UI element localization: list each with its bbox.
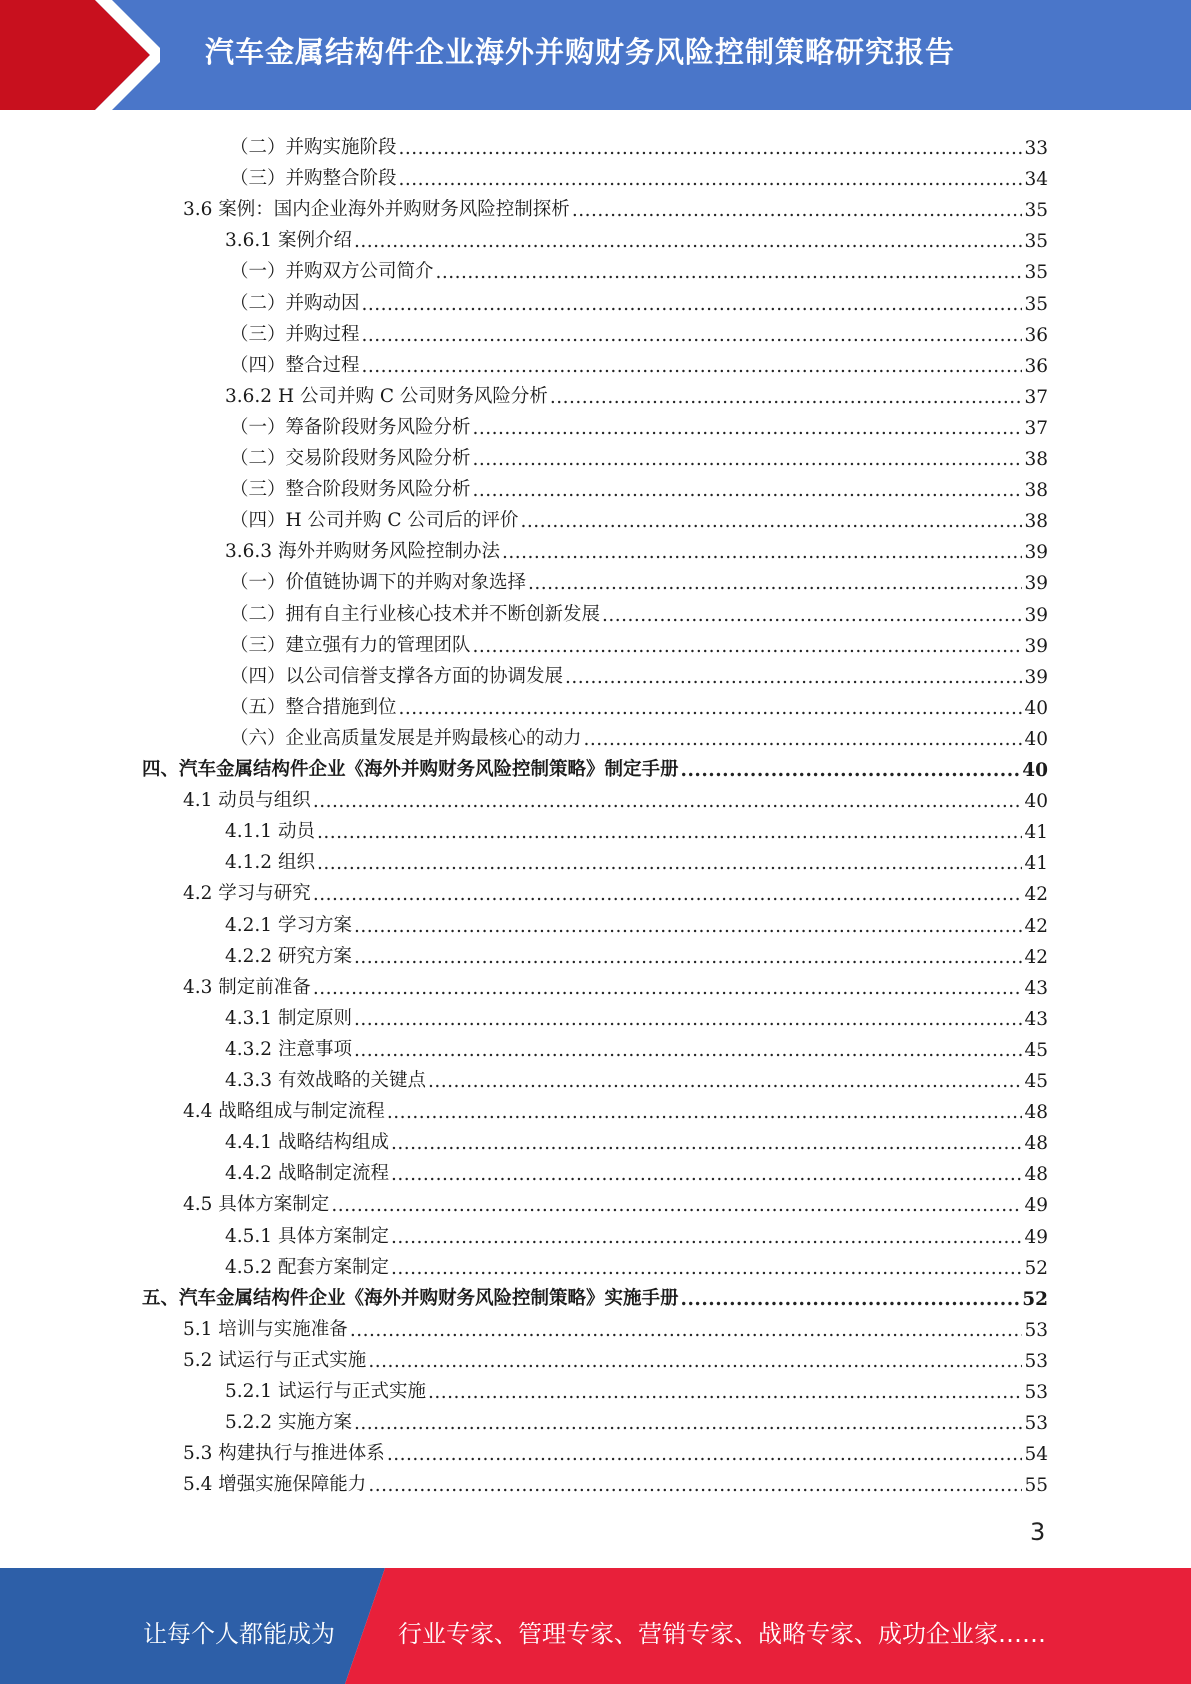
toc-leader-dots bbox=[550, 386, 1023, 408]
toc-entry[interactable] bbox=[230, 563, 1048, 594]
toc-leader-dots bbox=[317, 852, 1023, 874]
toc-entry-page: 43 bbox=[1024, 977, 1048, 999]
toc-entry[interactable] bbox=[230, 719, 1048, 750]
toc-entry-page: 39 bbox=[1024, 604, 1048, 626]
toc-entry[interactable] bbox=[225, 906, 1048, 937]
toc-entry-page: 53 bbox=[1024, 1382, 1048, 1403]
toc-entry-page: 33 bbox=[1024, 138, 1048, 159]
toc-entry-page: 41 bbox=[1024, 853, 1048, 875]
toc-entry-page: 45 bbox=[1024, 1039, 1048, 1061]
toc-entry-label: （二）并购动因 bbox=[230, 292, 360, 314]
toc-entry-page: 45 bbox=[1024, 1071, 1048, 1092]
toc-leader-dots bbox=[436, 261, 1023, 283]
toc-leader-dots bbox=[362, 355, 1023, 377]
toc-entry-label: 4.4 战略组成与制定流程 bbox=[183, 1101, 385, 1123]
toc-entry[interactable] bbox=[183, 1465, 1048, 1496]
toc-entry[interactable] bbox=[183, 874, 1048, 905]
toc-entry-label: 4.3.3 有效战略的关键点 bbox=[225, 1070, 426, 1091]
toc-entry[interactable] bbox=[183, 190, 1048, 221]
toc-entry[interactable] bbox=[183, 1434, 1048, 1465]
toc-entry-page: 42 bbox=[1024, 884, 1048, 906]
toc-entry-page: 52 bbox=[1024, 1257, 1048, 1279]
toc-leader-dots bbox=[368, 1350, 1022, 1372]
toc-entry-label: 4.1.1 动员 bbox=[225, 821, 315, 843]
toc-leader-dots bbox=[428, 1070, 1022, 1092]
toc-entry-label: （一）并购双方公司简介 bbox=[230, 261, 434, 283]
toc-entry-page: 53 bbox=[1024, 1350, 1048, 1372]
toc-entry-label: 3.6.1 案例介绍 bbox=[225, 230, 352, 252]
toc-entry-page: 37 bbox=[1024, 386, 1048, 408]
toc-entry-label: 3.6.2 H 公司并购 C 公司财务风险分析 bbox=[225, 385, 548, 407]
toc-entry-page: 42 bbox=[1024, 915, 1048, 937]
toc-entry-page: 37 bbox=[1024, 417, 1048, 439]
toc-leader-dots bbox=[681, 759, 1021, 781]
footer-banner bbox=[0, 1568, 1191, 1684]
toc-entry-page: 52 bbox=[1022, 1288, 1048, 1310]
toc-leader-dots bbox=[391, 1132, 1022, 1154]
toc-entry-label: 4.5.1 具体方案制定 bbox=[225, 1225, 389, 1247]
toc-entry-label: （三）并购整合阶段 bbox=[230, 168, 397, 190]
toc-leader-dots bbox=[528, 572, 1022, 594]
toc-leader-dots bbox=[572, 199, 1023, 221]
toc-entry-page: 34 bbox=[1024, 169, 1048, 191]
toc-leader-dots bbox=[399, 168, 1023, 190]
toc-entry[interactable] bbox=[225, 937, 1048, 968]
toc-entry[interactable] bbox=[230, 688, 1048, 719]
toc-entry-label: 4.3 制定前准备 bbox=[183, 976, 311, 998]
toc-entry[interactable] bbox=[225, 843, 1048, 874]
toc-entry-page: 39 bbox=[1024, 573, 1048, 595]
toc-entry[interactable] bbox=[183, 1341, 1048, 1372]
toc-leader-dots bbox=[350, 1319, 1023, 1341]
toc-leader-dots bbox=[473, 479, 1023, 501]
toc-leader-dots bbox=[473, 448, 1023, 470]
toc-entry[interactable] bbox=[225, 1248, 1048, 1279]
toc-entry-page: 48 bbox=[1024, 1102, 1048, 1124]
toc-entry-page: 40 bbox=[1024, 697, 1048, 719]
header-arrow-shape bbox=[0, 0, 160, 110]
toc-entry[interactable] bbox=[225, 1403, 1048, 1434]
toc-leader-dots bbox=[565, 666, 1022, 688]
toc-leader-dots bbox=[313, 883, 1023, 905]
toc-leader-dots bbox=[391, 1163, 1022, 1185]
toc-entry-label: 4.3.1 制定原则 bbox=[225, 1007, 352, 1029]
toc-leader-dots bbox=[387, 1101, 1023, 1123]
toc-entry-label: 4.2.2 研究方案 bbox=[225, 945, 352, 967]
toc-entry-label: 5.2 试运行与正式实施 bbox=[183, 1349, 367, 1371]
toc-leader-dots bbox=[368, 1474, 1022, 1496]
toc-leader-dots bbox=[428, 1381, 1022, 1403]
toc-leader-dots bbox=[317, 821, 1023, 843]
toc-entry[interactable] bbox=[225, 1061, 1048, 1092]
toc-leader-dots bbox=[399, 137, 1023, 159]
toc-entry-page: 36 bbox=[1024, 324, 1048, 346]
toc-entry[interactable] bbox=[225, 221, 1048, 252]
footer-slogan-left: 让每个人都能成为 bbox=[143, 1620, 335, 1648]
toc-entry-page: 39 bbox=[1024, 666, 1048, 688]
toc-leader-dots bbox=[584, 728, 1023, 750]
toc-entry-label: 4.5.2 配套方案制定 bbox=[225, 1256, 389, 1278]
toc-entry[interactable] bbox=[183, 1185, 1048, 1216]
toc-entry-page: 48 bbox=[1024, 1133, 1048, 1155]
toc-entry-label: 3.6 案例：国内企业海外并购财务风险控制探析 bbox=[183, 199, 570, 221]
toc-entry-label: （三）建立强有力的管理团队 bbox=[230, 634, 471, 656]
toc-entry-label: （二）并购实施阶段 bbox=[230, 137, 397, 158]
toc-entry-label: （二）交易阶段财务风险分析 bbox=[230, 448, 471, 469]
toc-entry[interactable] bbox=[225, 1030, 1048, 1061]
toc-entry[interactable] bbox=[230, 159, 1048, 190]
toc-entry-page: 40 bbox=[1024, 728, 1048, 750]
toc-entry-label: 5.3 构建执行与推进体系 bbox=[183, 1443, 385, 1465]
toc-entry-label: 3.6.3 海外并购财务风险控制办法 bbox=[225, 541, 500, 563]
page-number: 3 bbox=[1030, 1518, 1046, 1546]
toc-leader-dots bbox=[391, 1257, 1022, 1279]
toc-entry-page: 55 bbox=[1024, 1475, 1048, 1497]
toc-entry-label: 4.4.2 战略制定流程 bbox=[225, 1163, 389, 1185]
toc-entry-page: 40 bbox=[1022, 760, 1048, 781]
toc-entry[interactable] bbox=[230, 470, 1048, 501]
toc-entry-label: 4.1 动员与组织 bbox=[183, 790, 311, 812]
toc-entry-page: 39 bbox=[1024, 542, 1048, 564]
toc-entry-page: 49 bbox=[1024, 1195, 1048, 1217]
toc-entry-page: 39 bbox=[1024, 635, 1048, 657]
toc-entry-label: （二）拥有自主行业核心技术并不断创新发展 bbox=[230, 603, 601, 625]
toc-entry[interactable] bbox=[142, 1279, 1048, 1310]
toc-entry[interactable] bbox=[230, 595, 1048, 626]
toc-entry[interactable] bbox=[230, 284, 1048, 315]
toc-entry-label: （六）企业高质量发展是并购最核心的动力 bbox=[230, 727, 582, 749]
toc-entry-page: 43 bbox=[1024, 1008, 1048, 1030]
toc-leader-dots bbox=[681, 1288, 1021, 1310]
toc-entry[interactable] bbox=[225, 812, 1048, 843]
toc-entry[interactable] bbox=[230, 439, 1048, 470]
toc-entry-page: 42 bbox=[1024, 946, 1048, 968]
toc-leader-dots bbox=[354, 1008, 1023, 1030]
toc-entry-page: 53 bbox=[1024, 1413, 1048, 1435]
toc-entry[interactable] bbox=[230, 408, 1048, 439]
toc-entry-page: 38 bbox=[1024, 480, 1048, 502]
toc-leader-dots bbox=[331, 1194, 1022, 1216]
toc-entry-label: （三）并购过程 bbox=[230, 323, 360, 345]
toc-leader-dots bbox=[387, 1443, 1023, 1465]
toc-entry[interactable] bbox=[183, 1310, 1048, 1341]
toc-leader-dots bbox=[391, 1226, 1022, 1248]
toc-entry-page: 48 bbox=[1024, 1164, 1048, 1186]
toc-entry-label: 五、汽车金属结构件企业《海外并购财务风险控制策略》实施手册 bbox=[142, 1287, 679, 1309]
toc-entry-page: 35 bbox=[1024, 200, 1048, 222]
header-banner bbox=[0, 0, 1191, 110]
toc-entry-label: 5.2.2 实施方案 bbox=[225, 1412, 352, 1434]
toc-entry[interactable] bbox=[225, 532, 1048, 563]
toc-entry[interactable] bbox=[225, 999, 1048, 1030]
toc-entry[interactable] bbox=[230, 252, 1048, 283]
toc-leader-dots bbox=[520, 510, 1022, 532]
toc-leader-dots bbox=[362, 324, 1023, 346]
toc-entry[interactable] bbox=[142, 750, 1048, 781]
toc-leader-dots bbox=[354, 230, 1023, 252]
toc-entry-label: 4.2 学习与研究 bbox=[183, 883, 311, 905]
footer-slogan-right: 行业专家、管理专家、营销专家、战略专家、成功企业家…… bbox=[398, 1620, 1046, 1648]
toc-entry-page: 54 bbox=[1024, 1444, 1048, 1466]
toc-leader-dots bbox=[502, 541, 1022, 563]
toc-entry-label: 四、汽车金属结构件企业《海外并购财务风险控制策略》制定手册 bbox=[142, 759, 679, 780]
toc-entry[interactable] bbox=[230, 346, 1048, 377]
toc-entry-page: 40 bbox=[1024, 791, 1048, 813]
toc-entry-label: 4.3.2 注意事项 bbox=[225, 1038, 352, 1060]
toc-entry[interactable] bbox=[183, 968, 1048, 999]
toc-entry[interactable] bbox=[225, 377, 1048, 408]
toc-leader-dots bbox=[354, 1412, 1023, 1434]
toc-entry[interactable] bbox=[183, 1092, 1048, 1123]
toc-entry[interactable] bbox=[230, 657, 1048, 688]
toc-entry-label: 4.4.1 战略结构组成 bbox=[225, 1132, 389, 1154]
toc-leader-dots bbox=[313, 790, 1023, 812]
toc-entry-page: 53 bbox=[1024, 1319, 1048, 1341]
toc-entry[interactable] bbox=[225, 1372, 1048, 1403]
toc-leader-dots bbox=[473, 635, 1023, 657]
toc-entry[interactable] bbox=[183, 781, 1048, 812]
toc-entry-page: 35 bbox=[1024, 231, 1048, 253]
toc-entry-label: （五）整合措施到位 bbox=[230, 696, 397, 718]
toc-entry-label: （一）价值链协调下的并购对象选择 bbox=[230, 572, 527, 594]
toc-entry-page: 35 bbox=[1024, 293, 1048, 315]
toc-entry-page: 35 bbox=[1024, 262, 1048, 284]
toc-entry-label: （四）H 公司并购 C 公司后的评价 bbox=[230, 510, 519, 532]
toc-entry-label: 4.1.2 组织 bbox=[225, 852, 315, 874]
toc-leader-dots bbox=[602, 604, 1022, 626]
toc-entry-page: 49 bbox=[1024, 1226, 1048, 1248]
toc-entry-label: （四）整合过程 bbox=[230, 354, 360, 376]
document-title: 汽车金属结构件企业海外并购财务风险控制策略研究报告 bbox=[205, 35, 956, 69]
toc-entry[interactable] bbox=[230, 501, 1048, 532]
toc-entry-label: （四）以公司信誉支撑各方面的协调发展 bbox=[230, 665, 564, 687]
toc-leader-dots bbox=[354, 915, 1023, 937]
toc-entry-page: 38 bbox=[1024, 449, 1048, 470]
toc-leader-dots bbox=[473, 417, 1023, 439]
toc-entry-label: 4.5 具体方案制定 bbox=[183, 1194, 330, 1216]
toc-leader-dots bbox=[362, 293, 1023, 315]
toc-leader-dots bbox=[313, 977, 1023, 999]
toc-entry-label: （三）整合阶段财务风险分析 bbox=[230, 479, 471, 501]
toc-entry-page: 38 bbox=[1024, 511, 1048, 533]
toc-entry-label: 4.2.1 学习方案 bbox=[225, 914, 352, 936]
toc-entry-label: 5.2.1 试运行与正式实施 bbox=[225, 1381, 426, 1402]
toc-entry[interactable] bbox=[230, 128, 1048, 159]
toc-entry[interactable] bbox=[225, 1217, 1048, 1248]
toc-leader-dots bbox=[354, 1039, 1023, 1061]
toc-entry-page: 36 bbox=[1024, 355, 1048, 377]
toc-entry[interactable] bbox=[225, 1154, 1048, 1185]
toc-entry[interactable] bbox=[230, 315, 1048, 346]
toc-entry[interactable] bbox=[225, 1123, 1048, 1154]
toc-entry-label: 5.4 增强实施保障能力 bbox=[183, 1474, 367, 1496]
toc-entry-label: 5.1 培训与实施准备 bbox=[183, 1318, 348, 1340]
toc-entry[interactable] bbox=[230, 626, 1048, 657]
toc-leader-dots bbox=[399, 697, 1023, 719]
toc-entry-label: （一）筹备阶段财务风险分析 bbox=[230, 416, 471, 438]
toc-entry-page: 41 bbox=[1024, 822, 1048, 844]
toc-leader-dots bbox=[354, 946, 1023, 968]
